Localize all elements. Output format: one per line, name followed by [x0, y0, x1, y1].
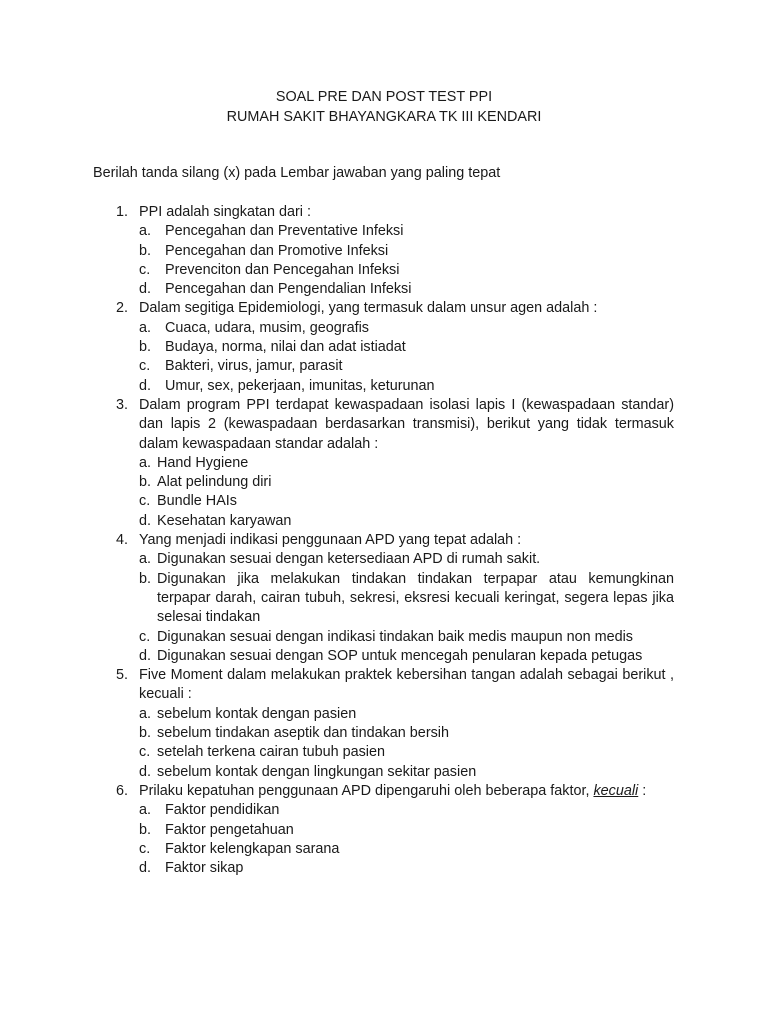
option-letter: b.: [139, 570, 152, 587]
answer-option: [0, 628, 768, 647]
answer-option: [0, 821, 768, 840]
answer-option: [0, 801, 768, 820]
question-text: [139, 782, 674, 801]
option-text: Alat pelindung diri: [157, 474, 272, 491]
question-number: 1.: [116, 204, 129, 220]
question-number: 2.: [116, 300, 129, 317]
answer-option: [0, 840, 768, 859]
question-item: [0, 666, 768, 782]
instruction-text: Berilah tanda silang (x) pada Lembar jawaban yang paling tepat: [93, 165, 501, 181]
option-text: Prevenciton dan Pencegahan Infeksi: [165, 261, 400, 278]
option-letter: b.: [139, 725, 152, 742]
question-text-main: Dalam program PPI terdapat kewaspadaan isolasi lapis I (kewaspadaan standar) dan lapis 2 (kewaspadaan berdasarkan transmisi), berikut yang tidak termasuk dalam kewaspadaan standar adalah :: [139, 396, 674, 452]
option-text: Faktor kelengkapan sarana: [165, 840, 340, 857]
answer-option: [0, 377, 768, 396]
option-text: Digunakan sesuai dengan indikasi tindakan baik medis maupun non medis: [157, 628, 633, 645]
option-letter: b.: [139, 339, 152, 356]
option-text: Faktor sikap: [165, 860, 244, 877]
answer-option: [0, 338, 768, 357]
option-letter: a.: [139, 319, 152, 336]
option-letter: a.: [139, 223, 152, 240]
answer-option: [0, 222, 768, 241]
answer-option: [0, 357, 768, 376]
option-text: Kesehatan karyawan: [157, 512, 292, 529]
question-text: [139, 203, 674, 222]
option-text: Umur, sex, pekerjaan, imunitas, keturunan: [165, 377, 435, 394]
question-item: [0, 531, 768, 666]
option-letter: c.: [139, 358, 151, 375]
answer-option: [0, 242, 768, 261]
question-item: [0, 203, 768, 299]
question-text-main: Five Moment dalam melakukan praktek kebersihan tangan adalah sebagai berikut , kecuali :: [139, 667, 674, 703]
option-text: setelah terkena cairan tubuh pasien: [157, 744, 386, 761]
answer-option: [0, 705, 768, 724]
answer-option: [0, 280, 768, 299]
answer-option: [0, 550, 768, 569]
question-emphasis: kecuali: [593, 782, 639, 799]
option-text: Faktor pendidikan: [165, 802, 280, 819]
option-text: Pencegahan dan Promotive Infeksi: [165, 242, 389, 259]
option-letter: a.: [139, 705, 152, 722]
option-text: Pencegahan dan Pengendalian Infeksi: [165, 281, 412, 298]
answer-option: [0, 763, 768, 782]
answer-option: [0, 859, 768, 878]
document-subtitle: RUMAH SAKIT BHAYANGKARA TK III KENDARI: [226, 109, 542, 125]
question-text-tail: :: [638, 782, 647, 799]
option-letter: b.: [139, 242, 152, 259]
option-text: sebelum kontak dengan lingkungan sekitar pasien: [157, 763, 477, 780]
option-letter: c.: [139, 744, 151, 761]
option-letter: c.: [139, 261, 151, 278]
option-letter: d.: [139, 281, 152, 298]
answer-option: [0, 570, 768, 628]
answer-option: [0, 492, 768, 511]
question-text: [139, 396, 674, 454]
question-text-main: PPI adalah singkatan dari :: [139, 204, 311, 220]
option-text: sebelum tindakan aseptik dan tindakan bersih: [157, 725, 450, 742]
option-letter: d.: [139, 860, 152, 877]
question-item: [0, 782, 768, 878]
question-text: [139, 666, 674, 705]
option-text: Hand Hygiene: [157, 454, 249, 471]
option-letter: b.: [139, 474, 152, 491]
option-letter: a.: [139, 802, 152, 819]
question-number: 5.: [116, 667, 129, 684]
option-text: Pencegahan dan Preventative Infeksi: [165, 223, 404, 240]
answer-option: [0, 454, 768, 473]
option-text: Digunakan jika melakukan tindakan tindakan terpapar atau kemungkinan terpapar darah, cairan tubuh, sekresi, eksresi kecuali keringat, segera lepas jika selesai tindakan: [157, 570, 674, 626]
answer-option: [0, 319, 768, 338]
answer-option: [0, 647, 768, 666]
option-letter: a.: [139, 454, 152, 471]
option-text: Faktor pengetahuan: [165, 821, 294, 838]
question-number: 6.: [116, 782, 129, 799]
option-letter: d.: [139, 647, 152, 664]
option-letter: a.: [139, 551, 152, 568]
document-header: [0, 87, 768, 127]
question-number: 4.: [116, 532, 129, 549]
question-list: [0, 203, 768, 878]
question-number: 3.: [116, 396, 129, 413]
question-text-main: Yang menjadi indikasi penggunaan APD yang tepat adalah :: [139, 532, 522, 549]
answer-option: [0, 512, 768, 531]
option-text: Digunakan sesuai dengan ketersediaan APD di rumah sakit.: [157, 551, 541, 568]
question-text-main: Prilaku kepatuhan penggunaan APD dipengaruhi oleh beberapa faktor,: [139, 782, 590, 799]
option-letter: c.: [139, 493, 151, 510]
option-letter: d.: [139, 763, 152, 780]
answer-option: [0, 724, 768, 743]
option-letter: d.: [139, 512, 152, 529]
option-text: Budaya, norma, nilai dan adat istiadat: [165, 339, 406, 356]
option-letter: c.: [139, 628, 151, 645]
question-item: [0, 396, 768, 531]
question-text-main: Dalam segitiga Epidemiologi, yang termasuk dalam unsur agen adalah :: [139, 300, 598, 317]
question-text: [139, 299, 674, 318]
answer-option: [0, 261, 768, 280]
question-item: [0, 299, 768, 395]
question-text: [139, 531, 674, 550]
option-letter: b.: [139, 821, 152, 838]
option-letter: d.: [139, 377, 152, 394]
option-text: Bakteri, virus, jamur, parasit: [165, 358, 343, 375]
answer-option: [0, 473, 768, 492]
document-title: SOAL PRE DAN POST TEST PPI: [275, 89, 493, 105]
option-letter: c.: [139, 840, 151, 857]
option-text: sebelum kontak dengan pasien: [157, 705, 357, 722]
option-text: Cuaca, udara, musim, geografis: [165, 319, 369, 336]
answer-option: [0, 743, 768, 762]
option-text: Bundle HAIs: [157, 493, 237, 510]
option-text: Digunakan sesuai dengan SOP untuk mencegah penularan kepada petugas: [157, 647, 643, 664]
